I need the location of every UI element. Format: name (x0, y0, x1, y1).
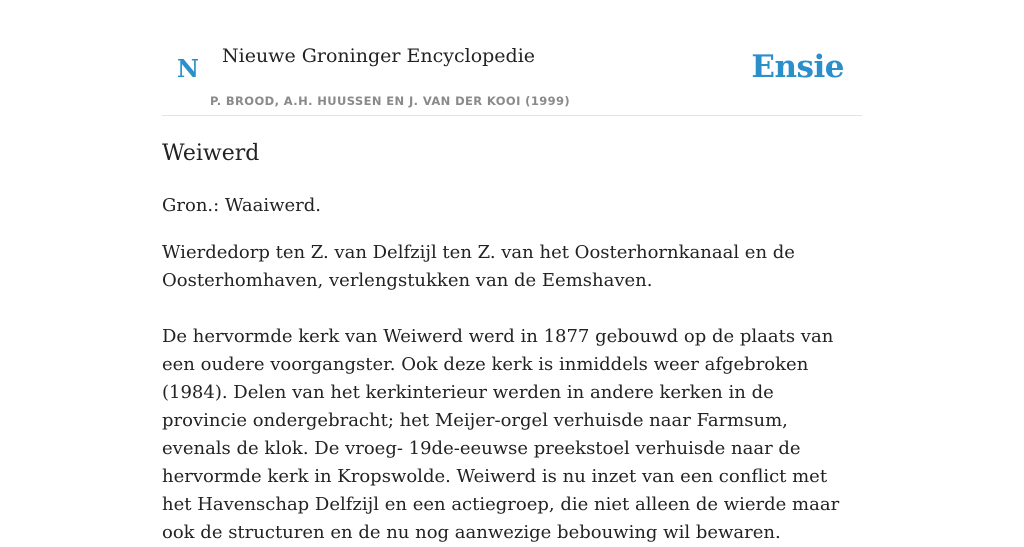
paragraph-dialect-name: Gron.: Waaiwerd. (162, 195, 321, 216)
book-authors: P. BROOD, A.H. HUUSSEN EN J. VAN DER KOOI (1999) (210, 94, 571, 108)
book-title-link[interactable]: Nieuwe Groninger Encyclopedie (222, 45, 536, 67)
book-logo[interactable]: N (177, 54, 199, 83)
paragraph-history: De hervormde kerk van Weiwerd werd in 1877 gebouwd op de plaats van een oudere voorgangster. Ook deze kerk is inmiddels weer afgebroken (1984). Delen van het kerkinterieur werden in andere kerken in de provincie ondergebracht; het Meijer-orgel verhuisde naar Farmsum, evenals de klok. De vroeg- 19de-eeuwse preekstoel verhuisde naar de hervormde kerk in Kropswolde. Weiwerd is nu inzet van een conflict met het Havenschap Delfzijl en een actiegroep, die niet alleen de wierde maar ook de structuren en de nu nog aanwezige bebouwing wil bewaren. (162, 326, 840, 543)
article (162, 138, 862, 547)
paragraph-location: Wierdedorp ten Z. van Delfzijl ten Z. van het Oosterhornkanaal en de Oosterhomhaven, verlengstukken van de Eemshaven. (162, 242, 795, 291)
ensie-logo[interactable]: Ensie (751, 49, 844, 85)
page-header (162, 0, 862, 116)
entry-title: Weiwerd (162, 141, 260, 166)
